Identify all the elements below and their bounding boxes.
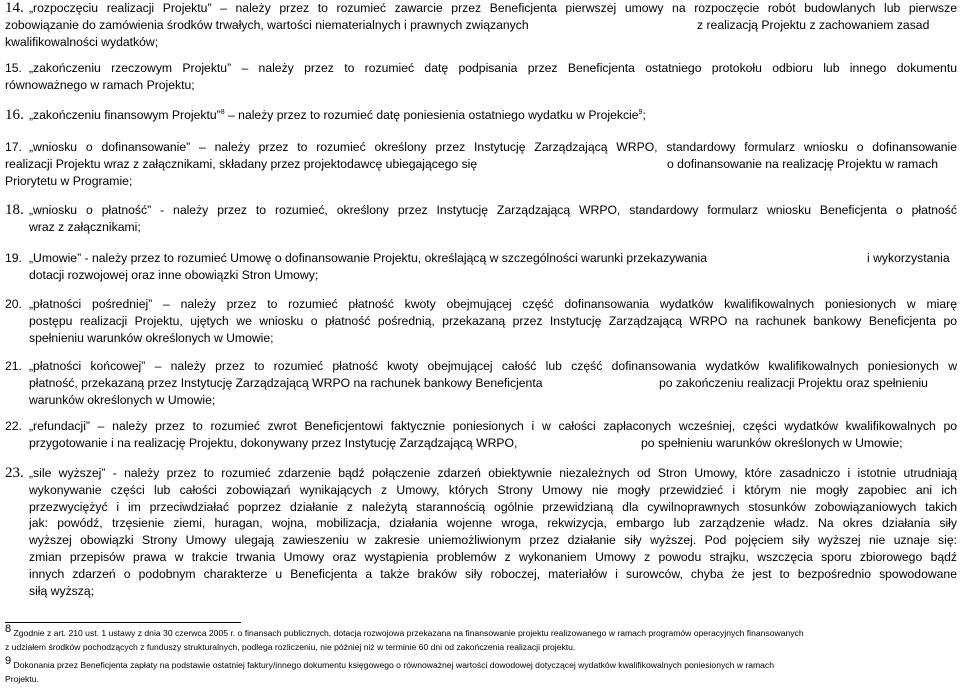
footnote-ref[interactable]: 9 <box>638 108 643 116</box>
definition-text: postępu realizacji Projektu, ujętych we wniosku o płatność pośrednią, przekazaną przez Instytucję Zarządzającą WRPO na rachunek bankowy Beneficjenta po <box>29 313 957 328</box>
definition-text: wyższej obowiązki Strony Umowy ulegają zawieszeniu w zakresie uniemożliwionym przez działanie siły wyższej. Pod pojęciem siły wyższej nie uznaje się: <box>29 533 957 548</box>
footnote-line <box>5 641 957 655</box>
definition-text: o dofinansowanie na realizację Projektu w ramach <box>667 156 938 171</box>
item-number: 22. <box>5 419 22 433</box>
item-number: 23. <box>5 465 24 481</box>
definition-line <box>5 375 957 392</box>
definition-text: innych zdarzeń o podobnym charakterze u Beneficjenta a także braków siły roboczej, materiałów i surowców, chyba że jest to bezpośrednio spowodowane <box>29 566 957 581</box>
definition-text: spełnieniu warunków określonych w Umowie; <box>29 330 274 345</box>
footnote-number: 8 <box>5 623 12 636</box>
definition-text: „refundacji” – należy przez to rozumieć zwrot Beneficjentowi faktycznie poniesionych i w całości zapłaconych wcześniej, części wydatków kwalifikowalnych po <box>29 419 957 433</box>
definition-text: ; <box>642 108 646 122</box>
definition-text: „zakończeniu finansowym Projektu” <box>29 108 221 122</box>
footnote-8 <box>5 623 957 654</box>
definition-line <box>5 465 957 482</box>
footnote-text: z udziałem środków pochodzących z funduszy strukturalnych, podlega rozliczeniu, nie później niż w terminie 60 dni od zakończenia realizacji projektu. <box>5 641 576 652</box>
definition-line <box>5 77 957 94</box>
definition-text: Priorytetu w Programie; <box>5 173 133 188</box>
definition-line <box>5 330 957 347</box>
definition-text: „wniosku o dofinansowanie” – należy przez to rozumieć określony przez Instytucję Zarządzającą WRPO, standardowy formularz wniosku o dofinansowanie <box>29 140 957 154</box>
definition-line <box>5 17 957 34</box>
definition-text: „rozpoczęciu realizacji Projektu” – należy przez to rozumieć zawarcie przez Beneficjenta pierwszej umowy na rozpoczęcie robót budowlanych lub pierwsze <box>29 1 957 15</box>
definition-item-22 <box>5 418 957 452</box>
item-number: 17. <box>5 140 22 154</box>
definition-line <box>5 435 957 452</box>
definition-item-19 <box>5 250 957 284</box>
definition-line <box>5 139 957 156</box>
definition-text: kwalifikowalności wydatków; <box>5 34 159 49</box>
item-number: 14. <box>5 0 24 16</box>
definition-text: po zakończeniu realizacji Projektu oraz spełnieniu <box>659 375 928 390</box>
definition-line <box>5 499 957 516</box>
definition-line <box>5 250 957 267</box>
definition-line <box>5 34 957 51</box>
definition-text: – należy przez to rozumieć datę poniesienia ostatniego wydatku w Projekcie <box>224 108 639 122</box>
item-number: 15. <box>5 61 22 75</box>
definition-line <box>5 482 957 499</box>
definition-line <box>5 156 957 173</box>
definition-text: przygotowanie i na realizację Projektu, dokonywany przez Instytucję Zarządzającą WRPO, <box>29 435 518 450</box>
definition-text: „wniosku o płatność” - należy przez to rozumieć, określony przez Instytucję Zarządzającą WRPO, standardowy formularz wniosku Beneficjenta o płatność <box>29 203 957 217</box>
footnote-separator <box>5 622 241 623</box>
footnote-ref[interactable]: 8 <box>220 108 225 116</box>
definition-line <box>5 107 957 124</box>
definition-item-15 <box>5 60 957 94</box>
definition-line <box>5 549 957 566</box>
definition-text: „Umowie” - należy przez to rozumieć Umowę o dofinansowanie Projektu, określającą w szczególności warunki przekazywania <box>29 251 708 265</box>
definition-line <box>5 173 957 190</box>
footnote-text: Zgodnie z art. 210 ust. 1 ustawy z dnia 30 czerwca 2005 r. o finansach publicznych, dotacja rozwojowa przekazana na finansowanie projektu realizowanego w ramach programów operacyjnych finansowanych <box>13 628 804 638</box>
definition-item-21 <box>5 358 957 408</box>
definition-line <box>5 0 957 17</box>
footnote-9 <box>5 655 957 686</box>
item-number: 16. <box>5 107 24 123</box>
definition-text: wraz z załącznikami; <box>29 219 141 234</box>
definition-line <box>5 358 957 375</box>
definition-text: dotacji rozwojowej oraz inne obowiązki Stron Umowy; <box>29 267 319 282</box>
definition-text: jak: powódź, trzęsienie ziemi, huragan, wojna, mobilizacja, działania wojenne wroga, rekwizycja, embargo lub zarządzenie władz. Na okres działania siły <box>29 516 957 531</box>
footnote-text: Dokonania przez Beneficjenta zapłaty na podstawie ostatniej faktury/innego dokumentu księgowego o równoważnej wartości dowodowej dotyczącej wydatków kwalifikowalnych poniesionych w ramach <box>13 660 774 670</box>
definition-line <box>5 219 957 236</box>
definition-text: realizacji Projektu wraz z załącznikami, składany przez projektodawcę ubiegającego się <box>5 156 478 171</box>
definition-line <box>5 392 957 409</box>
item-number: 18. <box>5 202 24 218</box>
definition-text: „sile wyższej” - należy przez to rozumieć zdarzenie bądź połączenie zdarzeń obiektywnie niezależnych od Stron Umowy, które zasadniczo i istotnie utrudniają <box>29 466 957 480</box>
definition-line <box>5 583 957 600</box>
definition-line <box>5 313 957 330</box>
footnote-line <box>5 623 957 641</box>
definition-text: równoważnego w ramach Projektu; <box>5 77 195 92</box>
definition-line <box>5 418 957 435</box>
definition-line <box>5 202 957 219</box>
definition-text: „zakończeniu rzeczowym Projektu” – należy przez to rozumieć datę podpisania przez Beneficjenta ostatniego protokołu odbioru lub innego dokumentu <box>29 61 957 75</box>
definition-text: wykonywanie części lub całości zobowiązań wynikających z Umowy, których Strony Umowy nie mogły przewidzieć i którym nie mogły zapobiec ani ich <box>29 482 957 497</box>
definition-text: zobowiązanie do zamówienia środków trwałych, wartości niematerialnych i prawnych związanych <box>5 17 529 32</box>
definition-item-20 <box>5 296 957 346</box>
definition-item-23 <box>5 465 957 599</box>
definition-line <box>5 60 957 77</box>
definition-text: zmian przepisów prawa w trakcie trwania Umowy oraz wystąpienia problemów z wykonaniem Umowy z powodu strajku, wszczęcia sporu zbiorowego bądź <box>29 549 957 564</box>
definition-item-18 <box>5 202 957 236</box>
definition-text: po spełnieniu warunków określonych w Umowie; <box>641 435 903 450</box>
definition-item-14 <box>5 0 957 50</box>
item-number: 19. <box>5 251 22 265</box>
definition-text: „płatności końcowej” – należy przez to rozumieć płatność kwoty obejmującej całość lub część dofinansowania wydatków kwalifikowalnych poniesionych w <box>29 359 957 373</box>
footnote-number: 9 <box>5 655 12 668</box>
definition-line <box>5 515 957 532</box>
definition-line <box>5 566 957 583</box>
definition-line <box>5 532 957 549</box>
definition-line <box>5 267 957 284</box>
definition-item-17 <box>5 139 957 189</box>
definition-text: i wykorzystania <box>867 251 950 265</box>
definition-text: przezwyciężyć i im przeciwdziałać poprzez działanie z należytą starannością ogólnie przewidzianą dla cywilnoprawnych stosunków zobowiązaniowych takich <box>29 499 957 514</box>
definition-line <box>5 296 957 313</box>
definition-text: „płatności pośredniej” – należy przez to rozumieć płatność kwoty obejmującej część dofinansowania wydatków kwalifikowalnych poniesionych w miarę <box>29 297 957 311</box>
definition-text: płatność, przekazaną przez Instytucję Zarządzającą WRPO na rachunek bankowy Beneficjenta <box>29 375 543 390</box>
definition-text: warunków określonych w Umowie; <box>29 392 216 407</box>
definition-text: siłą wyższą; <box>29 583 95 598</box>
footnote-line <box>5 655 957 673</box>
definition-text: z realizacją Projektu z zachowaniem zasad <box>697 17 930 32</box>
item-number: 20. <box>5 297 22 311</box>
footnote-line <box>5 673 957 687</box>
footnote-text: Projektu. <box>5 673 39 684</box>
definition-item-16 <box>5 107 957 124</box>
item-number: 21. <box>5 359 22 373</box>
